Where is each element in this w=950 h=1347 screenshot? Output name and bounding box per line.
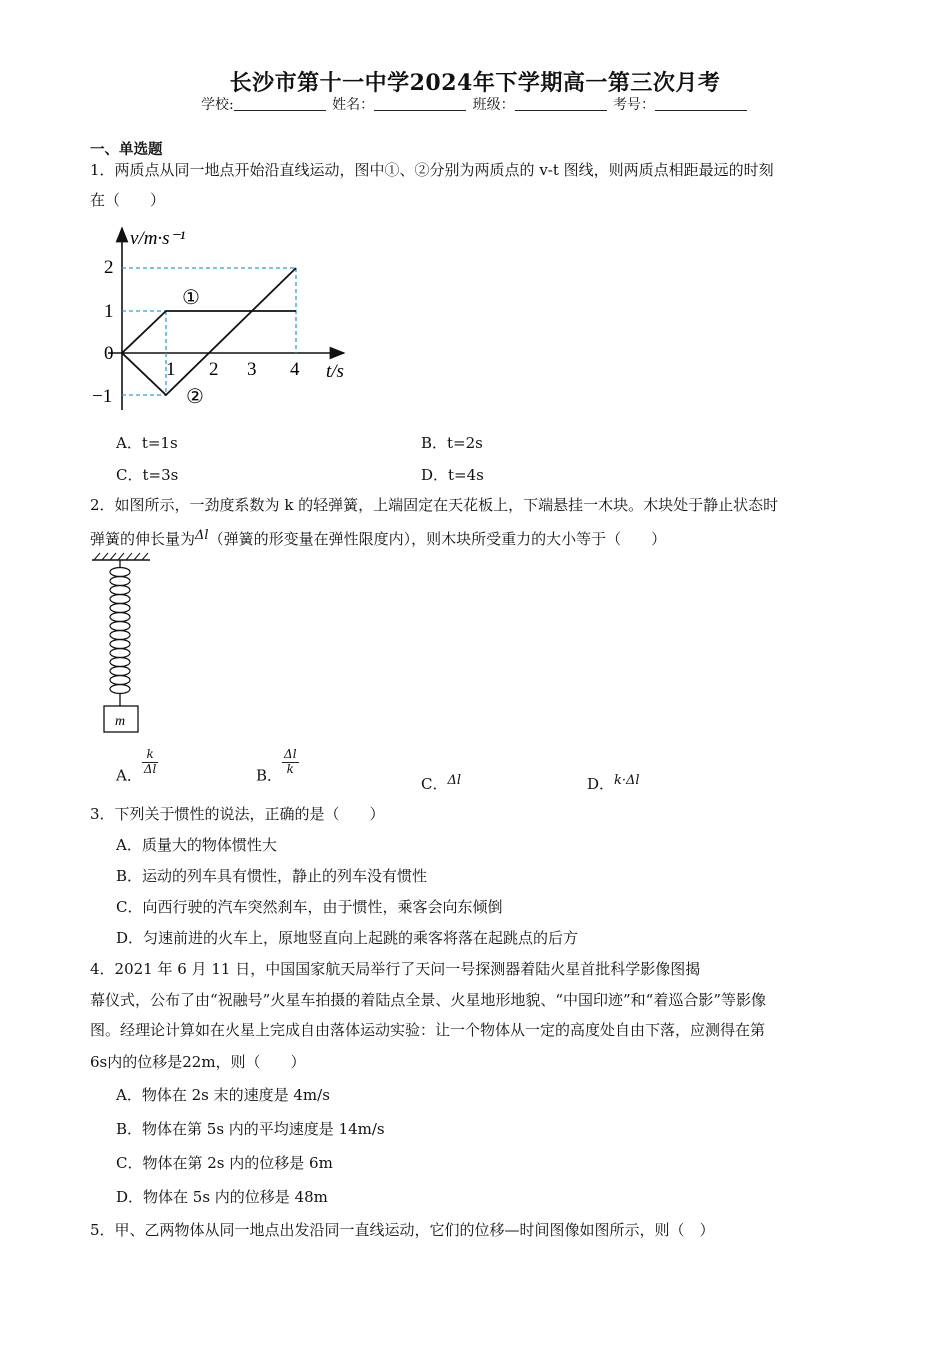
q4-stem-line1: 4．2021 年 6 月 11 日，中国国家航天局举行了天问一号探测器着陆火星首批科学影像图揭 — [90, 960, 701, 978]
q1-option-c[interactable]: C．t=3s — [116, 466, 179, 484]
q2-option-b[interactable]: B． $\frac{\Delta l}{k}$ — [256, 747, 297, 785]
q1-vt-graph — [92, 220, 350, 420]
q1-ytick-2: 2 — [104, 257, 114, 278]
q1-line-1 — [122, 311, 296, 353]
class-blank — [515, 96, 607, 111]
q3-option-a[interactable]: A．质量大的物体惯性大 — [116, 836, 277, 854]
q1-option-a[interactable]: A．t=1s — [116, 434, 178, 452]
q1-xlabel: t/s — [326, 361, 344, 382]
q4-stem-line3: 图。经理论计算如在火星上完成自由落体运动实验：让一个物体从一定的高度处自由下落，应测得在第 — [90, 1021, 766, 1039]
q4-option-c[interactable]: C．物体在第 2s 内的位移是 6m — [116, 1154, 333, 1172]
q3-option-c[interactable]: C．向西行驶的汽车突然刹车，由于惯性，乘客会向东倾倒 — [116, 898, 503, 916]
q1-stem-line2: 在（ ） — [90, 191, 166, 209]
q2-option-c[interactable]: C．Δl — [421, 773, 462, 793]
q5-stem: 5．甲、乙两物体从同一地点出发沿同一直线运动，它们的位移—时间图像如图所示，则（ ） — [90, 1221, 715, 1239]
q4-option-a[interactable]: A．物体在 2s 末的速度是 4m/s — [116, 1086, 330, 1104]
q1-xtick-1: 1 — [166, 359, 176, 380]
q2-option-d[interactable]: D．k·Δl — [587, 773, 640, 793]
id-label: 考号： — [613, 97, 656, 113]
q1-ytick-0: 0 — [104, 343, 114, 364]
student-info-line — [0, 94, 950, 114]
q3-stem: 3．下列关于惯性的说法，正确的是（ ） — [90, 805, 385, 823]
q4-option-b[interactable]: B．物体在第 5s 内的平均速度是 14m/s — [116, 1120, 385, 1138]
id-blank — [655, 96, 747, 111]
q2-stem-line2: 弹簧的伸长量为Δl（弹簧的形变量在弹性限度内），则木块所受重力的大小等于（ ） — [90, 528, 667, 548]
q4-stem-line4: 6s内的位移是22m，则（ ） — [90, 1053, 306, 1071]
block-label: m — [115, 714, 126, 729]
q2-stem-line1: 2．如图所示，一劲度系数为 k 的轻弹簧，上端固定在天花板上，下端悬挂一木块。木块处于静止状态时 — [90, 496, 779, 514]
q1-xtick-2: 2 — [209, 359, 219, 380]
q1-option-d[interactable]: D．t=4s — [421, 466, 484, 484]
q1-ylabel: v/m·s⁻¹ — [130, 228, 186, 249]
delta-l-symbol: Δl — [195, 528, 209, 543]
school-blank — [234, 96, 326, 111]
section-title: 一、单选题 — [90, 141, 163, 158]
q3-option-b[interactable]: B．运动的列车具有惯性，静止的列车没有惯性 — [116, 867, 428, 885]
q1-label-1: ① — [182, 285, 200, 309]
name-blank — [374, 96, 466, 111]
q1-option-b[interactable]: B．t=2s — [421, 434, 483, 452]
q2-spring-diagram — [90, 550, 160, 740]
page-title: 长沙市第十一中学2024年下学期高一第三次月考 — [229, 70, 721, 96]
name-label: 姓名： — [332, 97, 375, 113]
q1-ytick-1: 1 — [104, 301, 114, 322]
q1-ytick-m1: −1 — [92, 386, 113, 407]
school-label: 学校: — [200, 97, 234, 113]
q1-stem-line1: 1．两质点从同一地点开始沿直线运动，图中①、②分别为两质点的 v-t 图线，则两质点相距最远的时刻 — [90, 161, 774, 179]
class-label: 班级： — [472, 97, 515, 113]
q3-option-d[interactable]: D．匀速前进的火车上，原地竖直向上起跳的乘客将落在起跳点的后方 — [116, 929, 579, 947]
q1-label-2: ② — [186, 384, 204, 408]
q1-xtick-4: 4 — [290, 359, 300, 380]
q4-stem-line2: 幕仪式，公布了由“祝融号”火星车拍摄的着陆点全景、火星地形地貌、“中国印迹”和“着巡合影”等影像 — [90, 991, 767, 1009]
q2-option-a[interactable]: A． $\frac{k}{\Delta l}$ — [116, 747, 157, 785]
q4-option-d[interactable]: D．物体在 5s 内的位移是 48m — [116, 1188, 328, 1206]
q1-xtick-3: 3 — [247, 359, 257, 380]
